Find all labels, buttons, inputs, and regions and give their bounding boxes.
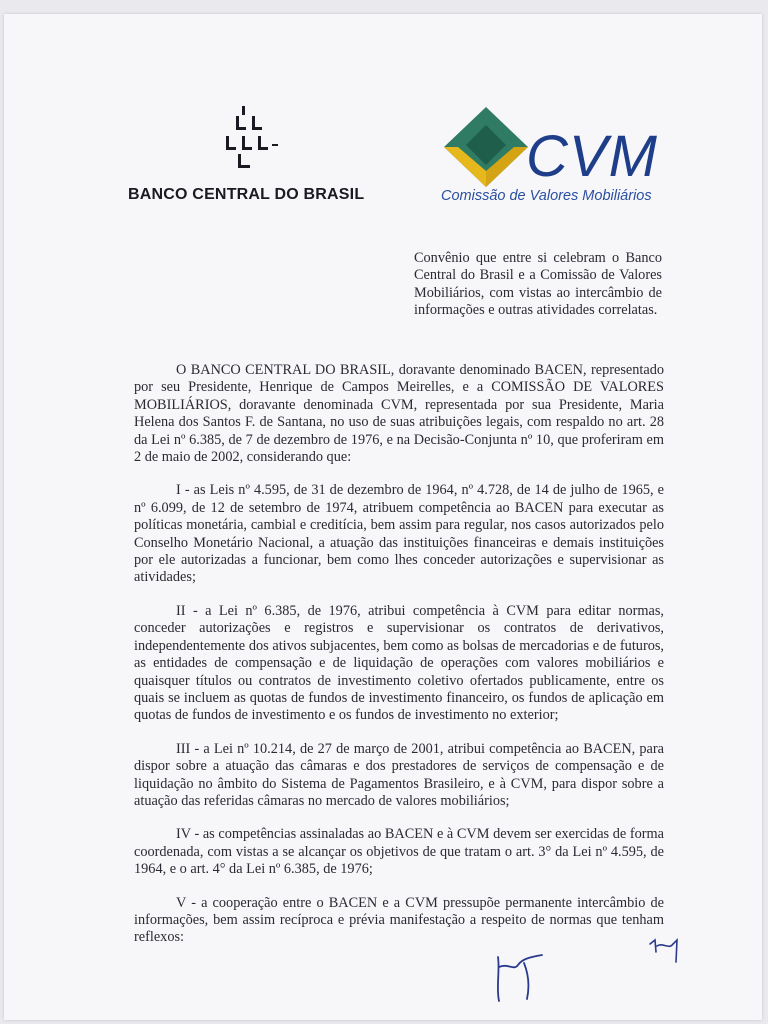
- banco-central-name: BANCO CENTRAL DO BRASIL: [128, 186, 365, 203]
- banco-central-logo: [214, 104, 294, 174]
- document-page: [4, 14, 762, 1020]
- clause-ii: II - a Lei nº 6.385, de 1976, atribui competência à CVM para editar normas, conceder autorizações e registros e supervisionar os contratos de derivativos, independentemente dos ativos subjacentes, bem como as bolsas de mercadorias e de futuros, as entidades de compensação e de liquidação de operações com valores mobiliários e quaisquer títulos ou contratos de investimento coletivo ofertados publicamente, entre os quais se incluem as quotas de fundos de investimento financeiro, os fundos de aplicação em quotas de fundos de investimento e os fundos de investimento no exterior;: [134, 602, 664, 724]
- clause-iv: IV - as competências assinaladas ao BACEN e à CVM devem ser exercidas de forma coordenada, com vistas a se alcançar os objetivos de que tratam o art. 3° da Lei nº 4.595, de 1964, e o art. 4° da Lei nº 6.385, de 1976;: [134, 826, 664, 878]
- agreement-summary: Convênio que entre si celebram o Banco Central do Brasil e a Comissão de Valores Mobiliários, com vistas ao intercâmbio de informações e outras atividades correlatas.: [414, 250, 662, 319]
- clause-i: I - as Leis nº 4.595, de 31 de dezembro de 1964, nº 4.728, de 14 de julho de 1965, e nº 6.099, de 12 de setembro de 1974, atribuem competência ao BACEN para executar as políticas monetária, cambial e creditícia, bem assim para regular, nos casos autorizados pelo Conselho Monetário Nacional, a atuação das instituições financeiras e demais instituições por ele autorizadas a funcionar, bem como lhes conceder autorizações e supervisionar as atividades;: [134, 482, 664, 586]
- cvm-full-name: Comissão de Valores Mobiliários: [441, 188, 652, 204]
- cvm-acronym: CVM: [526, 124, 658, 189]
- clause-iii: III - a Lei nº 10.214, de 27 de março de 2001, atribui competência ao BACEN, para dispor sobre a atuação das câmaras e dos prestadores de serviços de compensação e de liquidação no âmbito do Sistema de Pagamentos Brasileiro, e à CVM, para dispor sobre a atuação das referidas câmaras no mercado de valores mobiliários;: [134, 740, 664, 809]
- preamble-paragraph: O BANCO CENTRAL DO BRASIL, doravante denominado BACEN, representado por seu Presidente, Henrique de Campos Meirelles, e a COMISSÃO DE VALORES MOBILIÁRIOS, doravante denominada CVM, representada por sua Presidente, Maria Helena dos Santos F. de Santana, no uso de suas atribuições legais, com respaldo no art. 28 da Lei nº 6.385, de 7 de dezembro de 1976, e na Decisão-Conjunta nº 10, que proferiram em 2 de maio de 2002, considerando que:: [134, 362, 664, 466]
- agreement-body: [134, 362, 664, 963]
- handwritten-initial: [647, 936, 681, 968]
- cvm-logo-icon: [444, 107, 534, 187]
- handwritten-signature: [484, 949, 564, 1009]
- clause-v: V - a cooperação entre o BACEN e a CVM pressupõe permanente intercâmbio de informações, bem assim recíproca e prévia manifestação a respeito de normas que tenham reflexos:: [134, 894, 664, 946]
